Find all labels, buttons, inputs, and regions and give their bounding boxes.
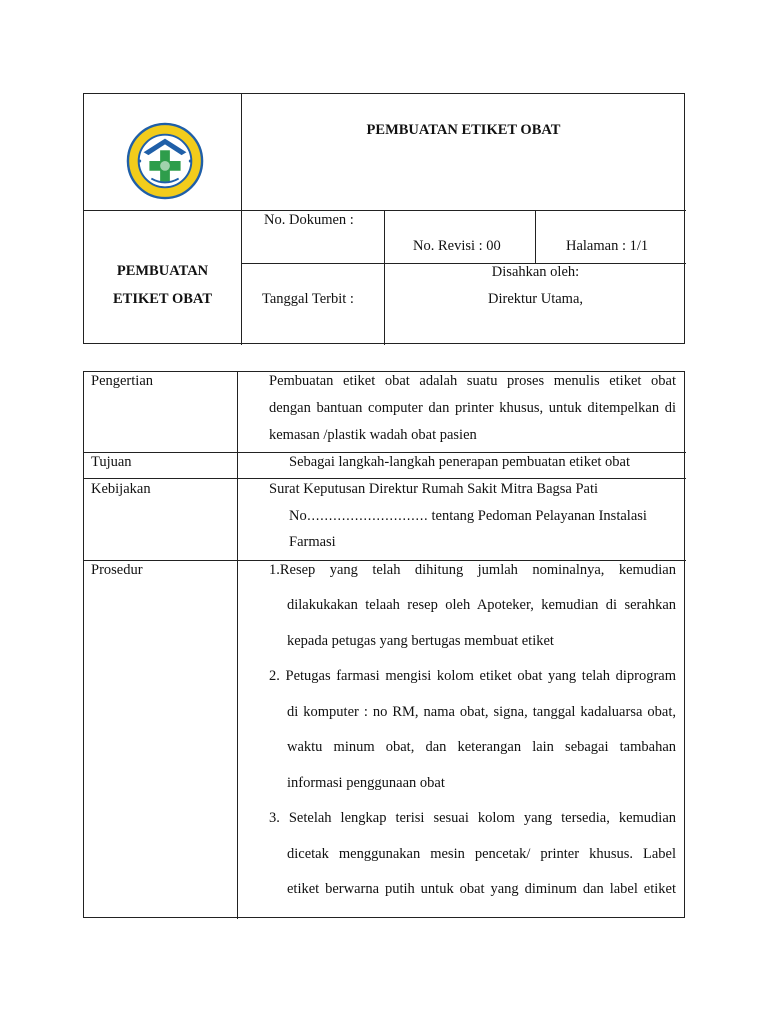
sop-table: [83, 371, 685, 918]
header-table: [83, 93, 685, 344]
tujuan-text: Sebagai langkah-langkah penerapan pembuatan etiket obat: [289, 454, 631, 470]
text-line: di komputer : no RM, nama obat, signa, tanggal kadaluarsa obat,: [287, 704, 676, 720]
text-line: 1.Resep yang telah dihitung jumlah nominalnya, kemudian: [269, 562, 676, 578]
text-line: 2. Petugas farmasi mengisi kolom etiket obat yang telah diprogram: [269, 668, 676, 684]
kebijakan-line1: Surat Keputusan Direktur Rumah Sakit Mitra Bagsa Pati: [269, 481, 599, 497]
tanggal-terbit-label: Tanggal Terbit :: [262, 291, 354, 307]
kebijakan-no: No: [289, 508, 307, 524]
kebijakan-label: Kebijakan: [91, 481, 151, 497]
disahkan-oleh-label: Disahkan oleh:: [491, 264, 580, 280]
text-line: dilakukakan telaah resep oleh Apoteker, kemudian di serahkan: [287, 597, 676, 613]
text-line: kepada petugas yang bertugas membuat etiket: [287, 633, 554, 649]
direktur-label: Direktur Utama,: [487, 291, 584, 307]
text-line: 3. Setelah lengkap terisi sesuai kolom yang tersedia, kemudian: [269, 810, 676, 826]
divider: [535, 210, 536, 263]
no-dokumen-label: No. Dokumen :: [264, 212, 354, 228]
halaman-label: Halaman : 1/1: [566, 238, 649, 254]
hospital-logo: [126, 122, 204, 200]
page-title: PEMBUATAN ETIKET OBAT: [366, 122, 561, 138]
divider: [84, 478, 686, 479]
kebijakan-dots: ……………………….: [306, 509, 428, 524]
pengertian-label: Pengertian: [91, 373, 154, 389]
left-title-line2: ETIKET OBAT: [113, 291, 212, 307]
prosedur-text: [269, 562, 676, 919]
divider: [84, 210, 686, 211]
kebijakan-line3: Farmasi: [289, 534, 336, 550]
pengertian-text: [269, 373, 676, 453]
text-line: kemasan /plastik wadah obat pasien: [269, 427, 477, 443]
tujuan-label: Tujuan: [91, 454, 132, 470]
no-revisi-label: No. Revisi : 00: [413, 238, 501, 254]
text-line: dengan bantuan computer dan printer khusus, untuk ditempelkan di: [269, 400, 676, 416]
text-line: informasi penggunaan obat: [287, 775, 445, 791]
left-title-line1: PEMBUATAN: [116, 263, 209, 279]
divider: [237, 372, 238, 919]
text-line: dicetak menggunakan mesin pencetak/ printer khusus. Label: [287, 846, 676, 862]
text-line: etiket berwarna putih untuk obat yang diminum dan label etiket: [287, 881, 676, 897]
divider: [84, 560, 686, 561]
kebijakan-line2: [289, 508, 647, 525]
kebijakan-tentang: tentang Pedoman Pelayanan Instalasi: [427, 508, 647, 524]
text-line: Pembuatan etiket obat adalah suatu proses menulis etiket obat: [269, 373, 676, 389]
prosedur-label: Prosedur: [91, 562, 143, 578]
text-line: waktu minum obat, dan keterangan lain sebagai tambahan: [287, 739, 676, 755]
